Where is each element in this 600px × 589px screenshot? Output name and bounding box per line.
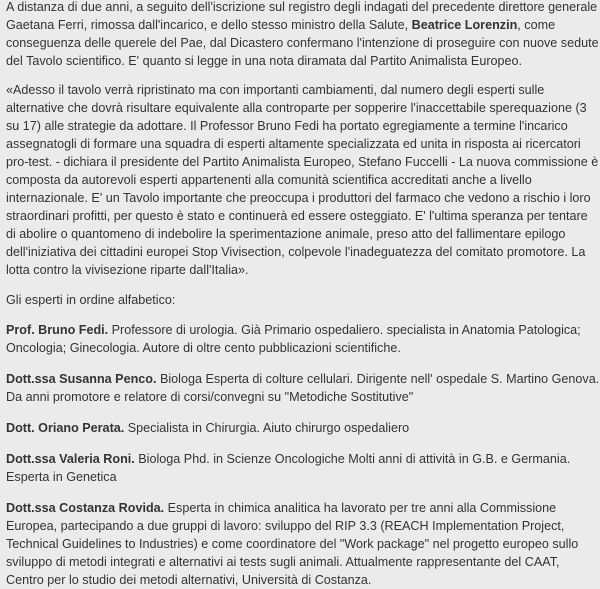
- expert-description: Specialista in Chirurgia. Aiuto chirurgo ospedaliero: [124, 421, 410, 435]
- expert-name: Dott.ssa Costanza Rovida.: [6, 501, 165, 515]
- expert-entry: [6, 419, 600, 437]
- expert-entry: [6, 370, 600, 406]
- experts-heading: Gli esperti in ordine alfabetico:: [6, 293, 176, 307]
- expert-name: Dott. Oriano Perata.: [6, 421, 125, 435]
- expert-entry: [6, 450, 600, 486]
- expert-entry: [6, 321, 600, 357]
- intro-text-after: , come conseguenza delle querele del Pae, dal Dicastero confermano l'intenzione di proseguire con nuove sedute del Tavolo scientifico. E' quanto si legge in una nota diramata dal Partito Animalista Europeo.: [6, 18, 599, 68]
- quote-paragraph: «Adesso il tavolo verrà ripristinato ma con importanti cambiamenti, dal numero degli esperti sulle alternative che dovrà risultare equivalente alla controparte per sopperire l'inaccettabile sperequazione (3 su 17) alle strategie da adottare. Il Professor Bruno Fedi ha portato egregiamente a termine l'incarico assegnatogli di formare una squadra di esperti altamente specializzata ed unita in risposta ai ricercatori pro-test. - dichiara il presidente del Partito Animalista Europeo, Stefano Fuccelli - La nuova commissione è composta da autorevoli esperti appartenenti alla comunità scientifica accreditati anche a livello internazionale. E' un Tavolo importante che preoccupa i produttori del farmaco che vedono a rischio i loro straordinari profitti, per questo è stato e continuerà ed essere osteggiato. E' l'ultima speranza per tentare di abolire o quantomeno di indebolire la sperimentazione animale, preso atto del fallimentare epilogo dell'iniziativa dei cittadini europei Stop Vivisection, colpevole l'inadeguatezza del comitato promotore. La lotta contro la vivisezione riparte dall'Italia».: [6, 83, 599, 277]
- expert-description: Esperta in chimica analitica ha lavorato per tre anni alla Commissione Europea, partecipando a due gruppi di lavoro: sviluppo del RIP 3.3 (REACH Implementation Project, Technical Guidelines to Industries) e come coordinatore del "Work package" nel progetto europeo sullo sviluppo di metodi integrati e alternativi ai tests sugli animali. Attualmente rappresentante del CAAT, Centro per lo studio dei metodi alternativi, Università di Costanza.: [6, 501, 579, 587]
- expert-name: Dott.ssa Valeria Roni.: [6, 452, 135, 466]
- intro-highlight-name: Beatrice Lorenzin: [411, 18, 518, 32]
- expert-name: Dott.ssa Susanna Penco.: [6, 372, 157, 386]
- expert-description: Biologa Phd. in Scienze Oncologiche Molti anni di attività in G.B. e Germania. Esperta in Genetica: [6, 452, 571, 484]
- intro-paragraph: [6, 0, 600, 70]
- expert-description: Biologa Esperta di colture cellulari. Dirigente nell' ospedale S. Martino Genova. Da anni promotore e relatore di corsi/convegni su "Metodiche Sostitutive": [6, 372, 600, 404]
- expert-description: Professore di urologia. Già Primario ospedaliero. specialista in Anatomia Patologica; Oncologia; Ginecologia. Autore di oltre cento pubblicazioni scientifiche.: [6, 323, 581, 355]
- expert-name: Prof. Bruno Fedi.: [6, 323, 109, 337]
- expert-entry: [6, 499, 600, 589]
- intro-text-before: A distanza di due anni, a seguito dell'iscrizione sul registro degli indagati del precedente direttore generale Gaetana Ferri, rimossa dall'incarico, e dello stesso ministro della Salute,: [6, 0, 598, 32]
